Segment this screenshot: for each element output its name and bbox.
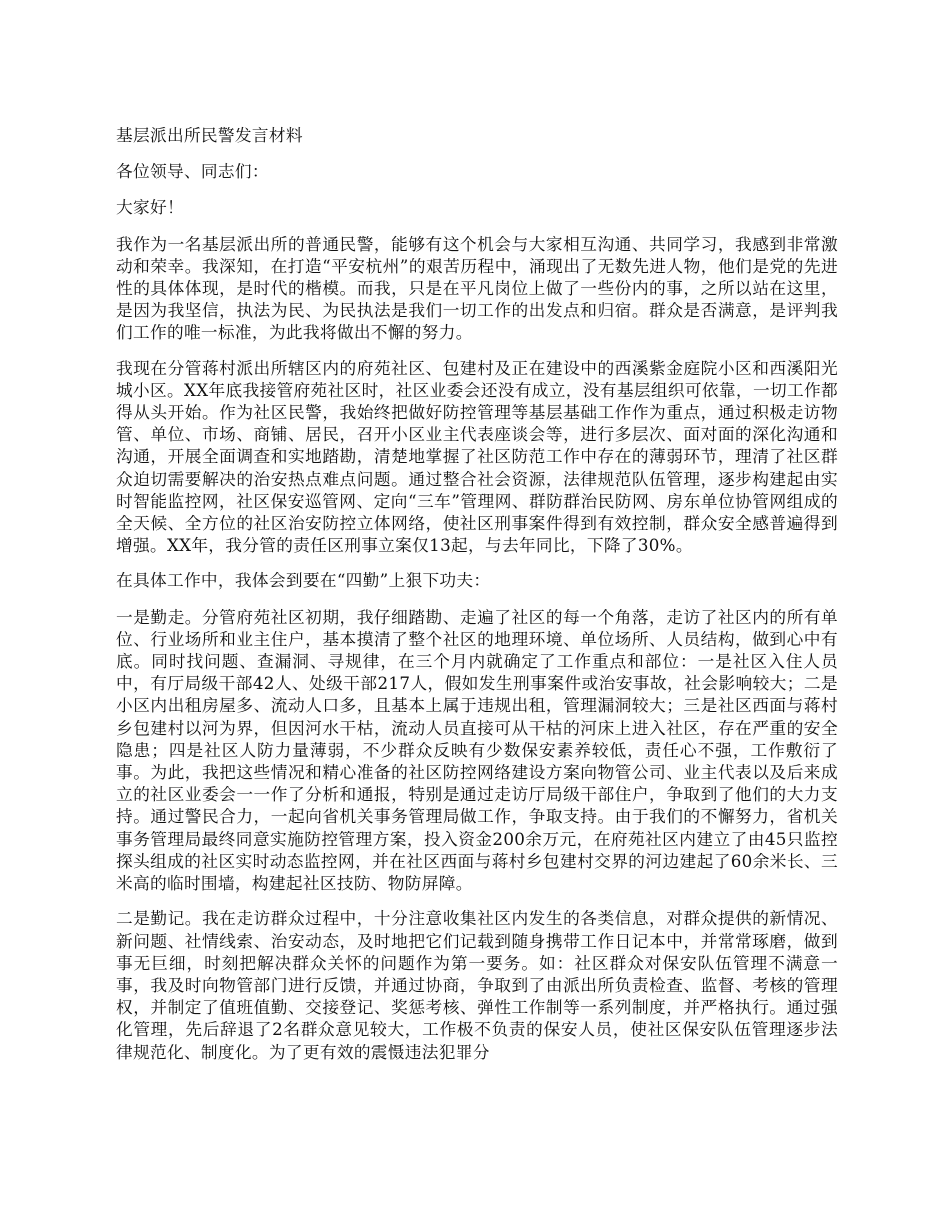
paragraph-intro: 我作为一名基层派出所的普通民警，能够有这个机会与大家相互沟通、共同学习，我感到非常激动和荣幸。我深知，在打造“平安杭州”的艰苦历程中，涌现出了无数先进人物，他们是党的先进性的具体体现，是时代的楷模。而我，只是在平凡岗位上做了一些份内的事，之所以站在这里，是因为我坚信，执法为民、为民执法是我们一切工作的出发点和归宿。群众是否满意，是评判我们工作的唯一标准，为此我将做出不懈的努力。	[116, 233, 838, 343]
paragraph-four-diligence-lead: 在具体工作中，我体会到要在“四勤”上狠下功夫：	[116, 570, 491, 591]
document-body	[116, 124, 838, 1076]
paragraph-diligent-walking: 一是勤走。分管府苑社区初期，我仔细踏勘、走遍了社区的每一个角落，走访了社区内的所有单位、行业场所和业主住户，基本摸清了整个社区的地理环境、单位场所、人员结构，做到心中有底。同时找问题、查漏洞、寻规律，在三个月内就确定了工作重点和部位：一是社区入住人员中，有厅局级干部42人、处级干部217人，假如发生刑事案件或治安事故，社会影响较大；二是小区内出租房屋多、流动人口多，且基本上属于违规出租，管理漏洞较大；三是社区西面与蒋村乡包建村以河为界，但因河水干枯，流动人员直接可从干枯的河床上进入社区，存在严重的安全隐患；四是社区人防力量薄弱，不少群众反映有少数保安素养较低，责任心不强，工作敷衍了事。为此，我把这些情况和精心准备的社区防控网络建设方案向物管公司、业主代表以及后来成立的社区业委会一一作了分析和通报，特别是通过走访厅局级干部住户，争取到了他们的大力支持。通过警民合力，一起向省机关事务管理局做工作，争取支持。由于我们的不懈努力，省机关事务管理局最终同意实施防控管理方案，投入资金200余万元，在府苑社区内建立了由45只监控探头组成的社区实时动态监控网，并在社区西面与蒋村乡包建村交界的河边建起了60余米长、三米高的临时围墙，构建起社区技防、物防屏障。	[116, 606, 838, 894]
paragraph-diligent-recording: 二是勤记。我在走访群众过程中，十分注意收集社区内发生的各类信息，对群众提供的新情况、新问题、社情线索、治安动态，及时地把它们记载到随身携带工作日记本中，并常常琢磨，做到事无巨细，时刻把解决群众关怀的问题作为第一要务。如：社区群众对保安队伍管理不满意一事，我及时向物管部门进行反馈，并通过协商，争取到了由派出所负责检查、监督、考核的管理权，并制定了值班值勤、交接登记、奖惩考核、弹性工作制等一系列制度，并严格执行。通过强化管理，先后辞退了2名群众意见较大，工作极不负责的保安人员，使社区保安队伍管理逐步法律规范化、制度化。为了更有效的震慑违法犯罪分	[116, 908, 838, 1062]
greeting: 大家好！	[116, 197, 184, 218]
document-title: 基层派出所民警发言材料	[116, 125, 303, 145]
salutation: 各位领导、同志们：	[116, 161, 269, 182]
paragraph-community-overview: 我现在分管蒋村派出所辖区内的府苑社区、包建村及正在建设中的西溪紫金庭院小区和西溪阳光城小区。XX年底我接管府苑社区时，社区业委会还没有成立，没有基层组织可依靠，一切工作都得从头开始。作为社区民警，我始终把做好防控管理等基层基础工作作为重点，通过积极走访物管、单位、市场、商铺、居民，召开小区业主代表座谈会等，进行多层次、面对面的深化沟通和沟通，开展全面调查和实地踏勘，清楚地掌握了社区防范工作中存在的薄弱环节，理清了社区群众迫切需要解决的治安热点难点问题。通过整合社会资源，法律规范队伍管理，逐步构建起由实时智能监控网，社区保安巡管网、定向“三车”管理网、群防群治民防网、房东单位协管网组成的全天候、全方位的社区治安防控立体网络，使社区刑事案件得到有效控制，群众安全感普遍得到增强。XX年，我分管的责任区刑事立案仅13起，与去年同比，下降了30%。	[116, 357, 838, 556]
